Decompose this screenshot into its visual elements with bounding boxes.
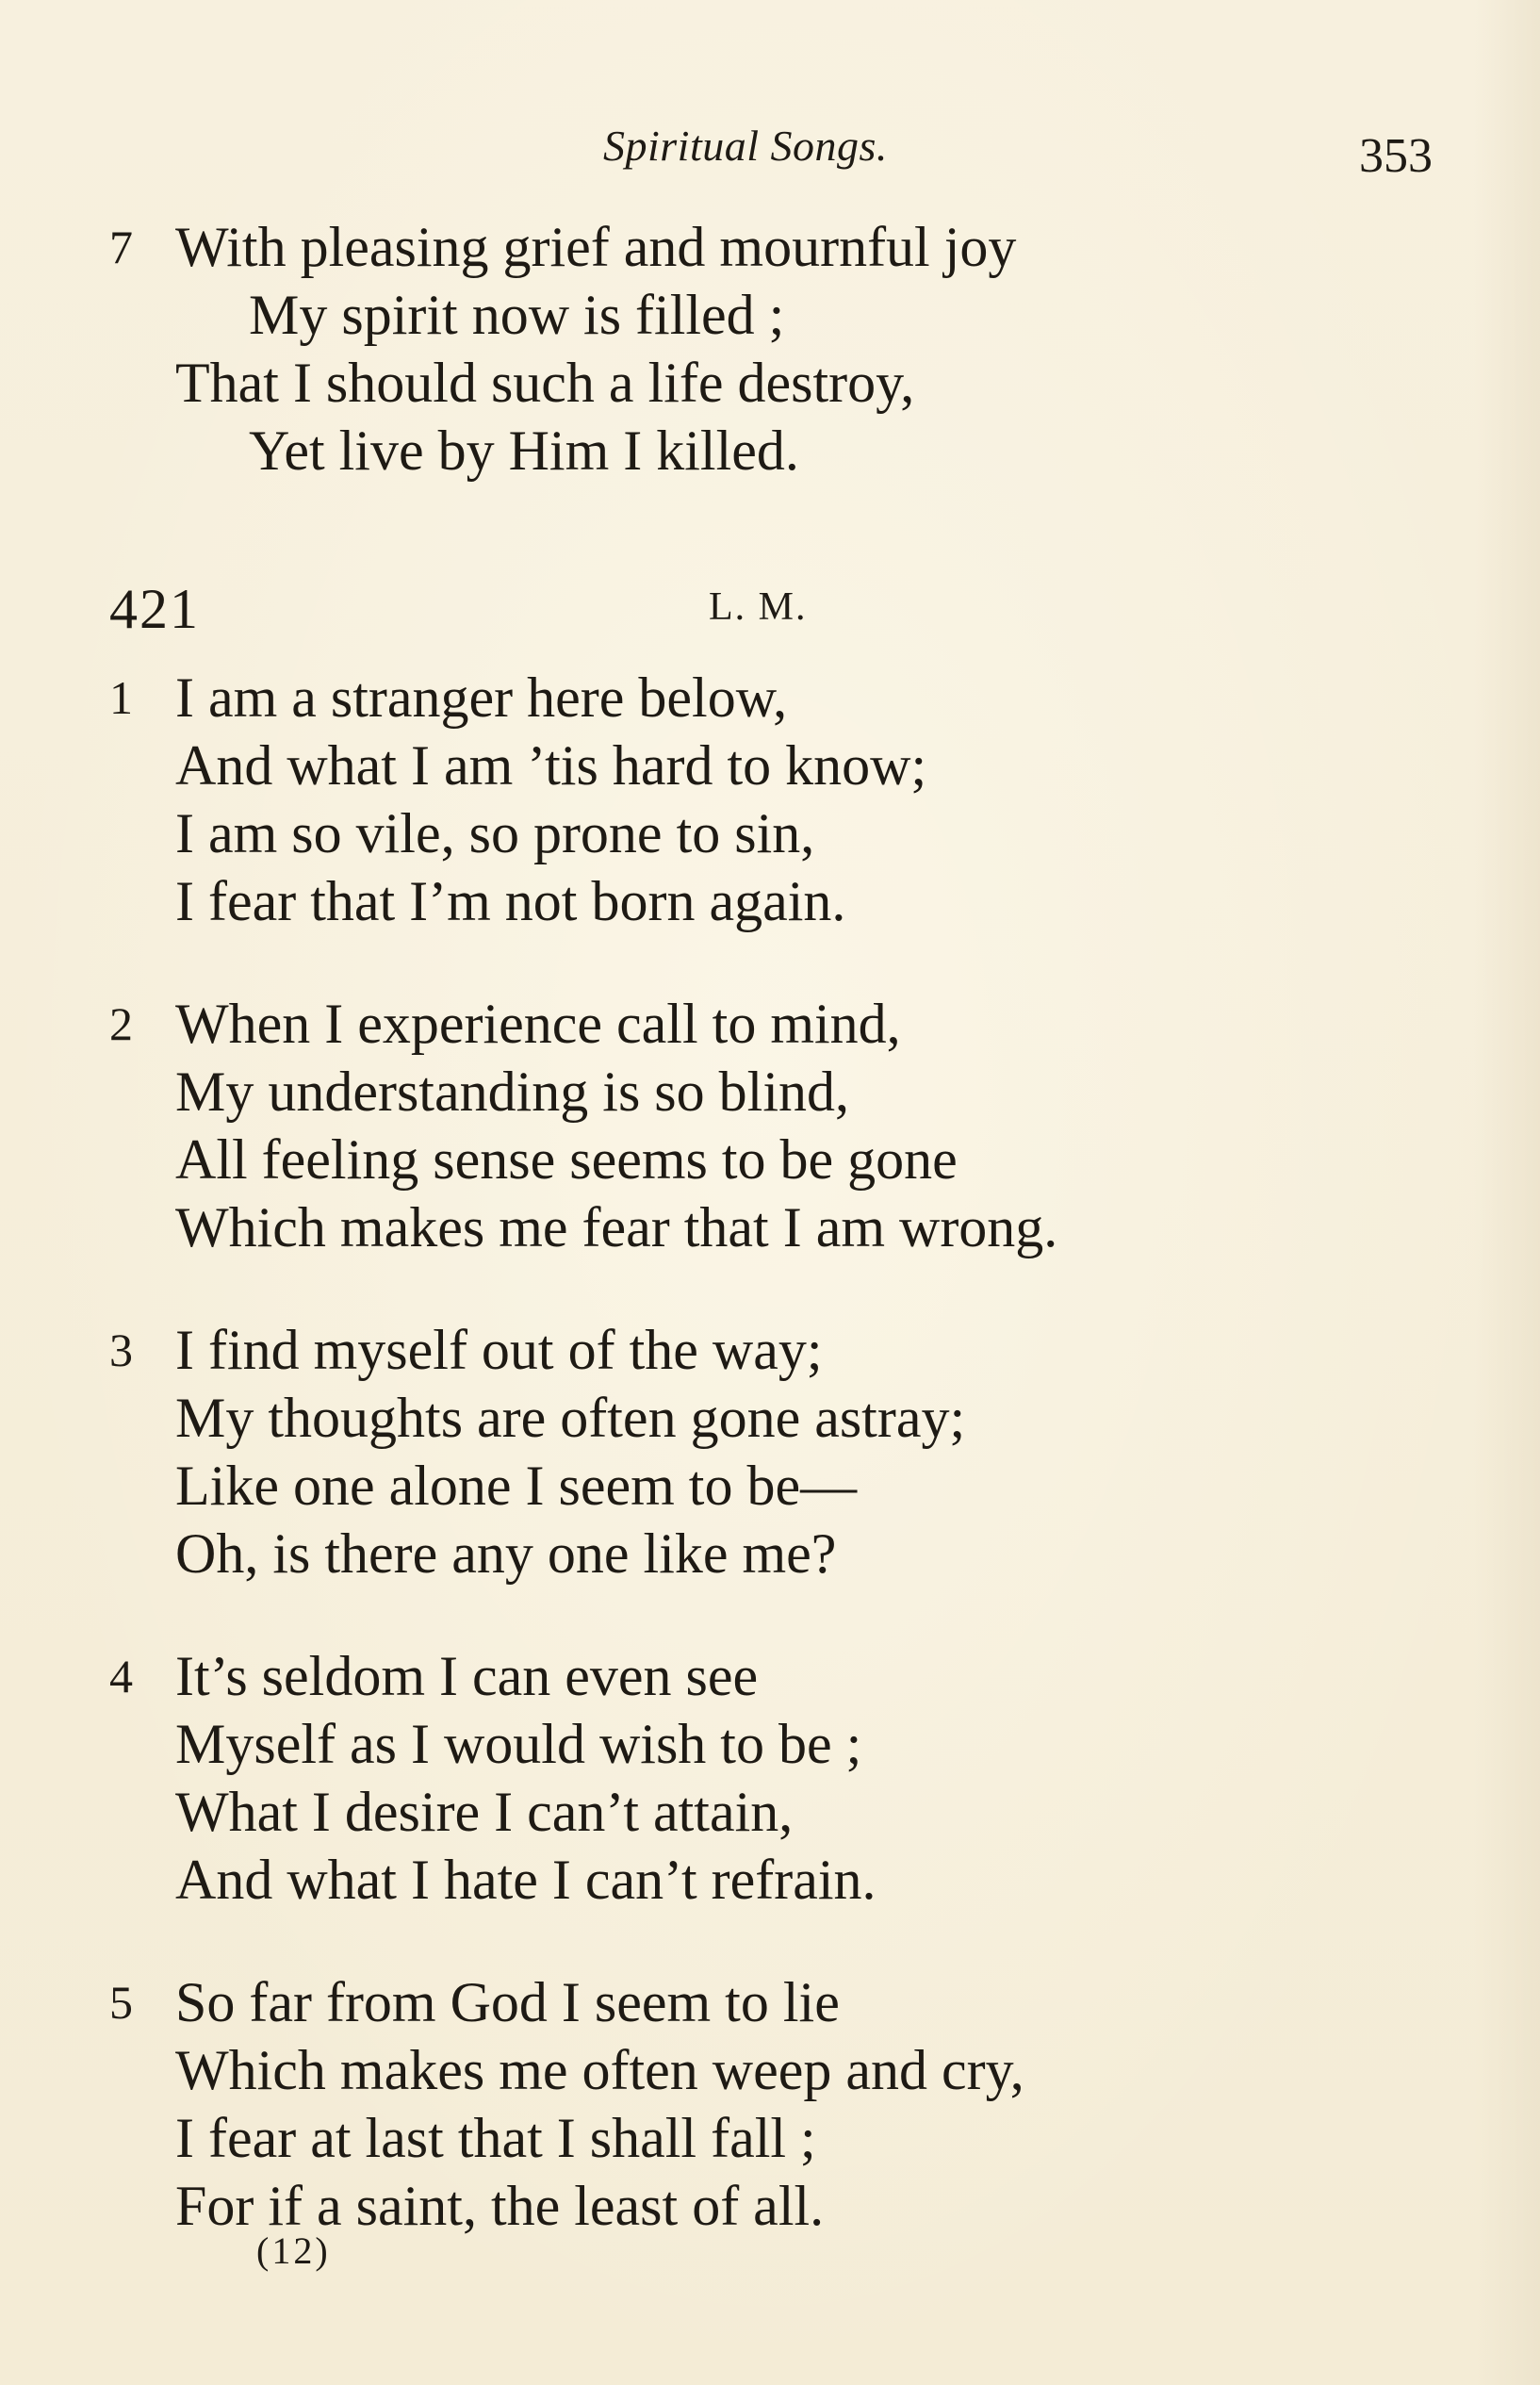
stanza-number: 7: [109, 221, 133, 273]
verse-line: I fear that I’m not born again.: [175, 870, 846, 932]
verse-line: I am so vile, so prone to sin,: [175, 802, 815, 864]
verse-line: All feeling sense seems to be gone: [175, 1128, 958, 1191]
verse-line: For if a saint, the least of all.: [175, 2175, 825, 2237]
verse-line: It’s seldom I can even see: [175, 1645, 759, 1707]
verse-line: So far from God I seem to lie: [175, 1971, 840, 2033]
verse-line: And what I hate I can’t refrain.: [175, 1849, 876, 1911]
verse-line: I fear at last that I shall fall ;: [175, 2107, 816, 2169]
stanza-number: 3: [109, 1324, 133, 1376]
hymn-header: [0, 577, 1540, 652]
stanza-3: [0, 1316, 1540, 1587]
stanza-1: [0, 664, 1540, 935]
verse-line: Myself as I would wish to be ;: [175, 1713, 862, 1775]
verse-line: My thoughts are often gone astray;: [175, 1387, 966, 1449]
verse-line: Like one alone I seem to be—: [175, 1455, 858, 1517]
verse-line: Which makes me fear that I am wrong.: [175, 1196, 1058, 1258]
verse-line: And what I am ’tis hard to know;: [175, 734, 927, 797]
verse-line: Oh, is there any one like me?: [175, 1522, 837, 1585]
verse-line: Yet live by Him I killed.: [249, 419, 799, 482]
stanza-number: 5: [109, 1976, 133, 2029]
stanza-number: 1: [109, 671, 133, 724]
verse-line: I find myself out of the way;: [175, 1319, 823, 1381]
hymn-number: 421: [109, 578, 200, 640]
verse-line: I am a stranger here below,: [175, 666, 788, 729]
verse-line: When I experience call to mind,: [175, 993, 901, 1055]
verse-line: That I should such a life destroy,: [175, 352, 915, 414]
verse-line: Which makes me often weep and cry,: [175, 2039, 1024, 2101]
verse-line: With pleasing grief and mournful joy: [175, 216, 1017, 278]
running-title: Spiritual Songs.: [603, 122, 888, 170]
stanza-number: 2: [109, 997, 133, 1050]
verse-line: My understanding is so blind,: [175, 1061, 849, 1123]
stanza-number: 4: [109, 1650, 133, 1702]
stanza-5: [0, 1968, 1540, 2240]
signature-mark: (12): [256, 2229, 331, 2272]
page-edge-shadow: [1474, 0, 1540, 2385]
page-number: 353: [1359, 129, 1433, 183]
stanza-4: [0, 1642, 1540, 1914]
previous-hymn-stanza-7: [0, 213, 1540, 485]
verse-line: What I desire I can’t attain,: [175, 1781, 794, 1843]
verse-line: My spirit now is filled ;: [249, 284, 785, 346]
hymn-meter: L. M.: [709, 585, 808, 629]
stanza-2: [0, 990, 1540, 1261]
